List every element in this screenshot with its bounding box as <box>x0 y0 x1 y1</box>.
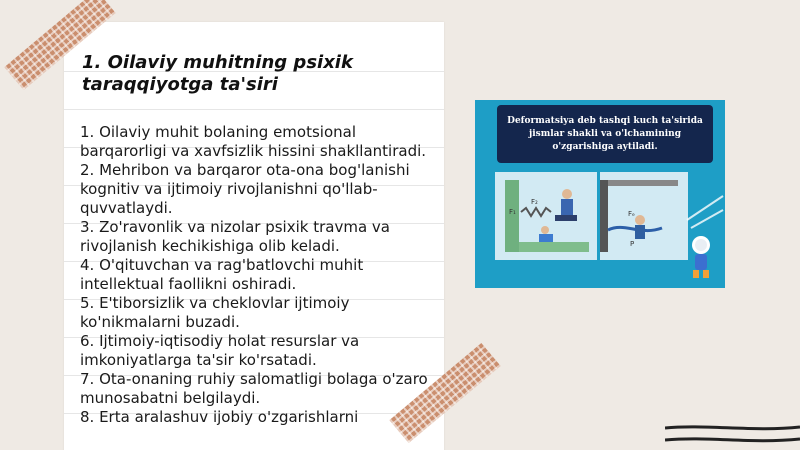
list-item: 3. Zo'ravonlik va nizolar psixik travma va rivojlanish kechikishiga olib keladi. <box>80 218 390 255</box>
label-f1: F₁ <box>509 208 516 216</box>
list-item: 8. Erta aralashuv ijobiy o'zgarishlarni <box>80 408 359 426</box>
label-fe: Fₑ <box>628 210 635 218</box>
character-icon <box>475 100 725 288</box>
definition-text: Deformatsiya deb tashqi kuch ta'sirida jismlar shakli va o'lchamining o'zgarishiga aytiladi. <box>507 115 703 152</box>
list-item: 5. E'tiborsizlik va cheklovlar ijtimoiy ko'nikmalarni buzadi. <box>80 294 350 331</box>
label-f2: F₂ <box>531 198 538 206</box>
list-item: 2. Mehribon va barqaror ota-ona bog'lanishi kognitiv va ijtimoiy rivojlanishni qo'llab-quvvatlaydi. <box>80 161 410 217</box>
label-p: P <box>630 240 635 248</box>
decorative-lines <box>665 418 800 450</box>
content-list <box>80 123 430 427</box>
list-item: 6. Ijtimoiy-iqtisodiy holat resurslar va imkoniyatlarga ta'sir ko'rsatadi. <box>80 332 360 369</box>
list-item: 7. Ota-onaning ruhiy salomatligi bolaga o'zaro munosabatni belgilaydi. <box>80 370 428 407</box>
deformation-image <box>475 100 725 288</box>
list-item: 4. O'qituvchan va rag'batlovchi muhit intellektual faollikni oshiradi. <box>80 256 364 293</box>
slide-title: 1. Oilaviy muhitning psixik taraqqiyotga ta'siri <box>82 52 353 95</box>
list-item: 1. Oilaviy muhit bolaning emotsional barqarorligi va xavfsizlik hissini shakllantiradi. <box>80 123 427 160</box>
